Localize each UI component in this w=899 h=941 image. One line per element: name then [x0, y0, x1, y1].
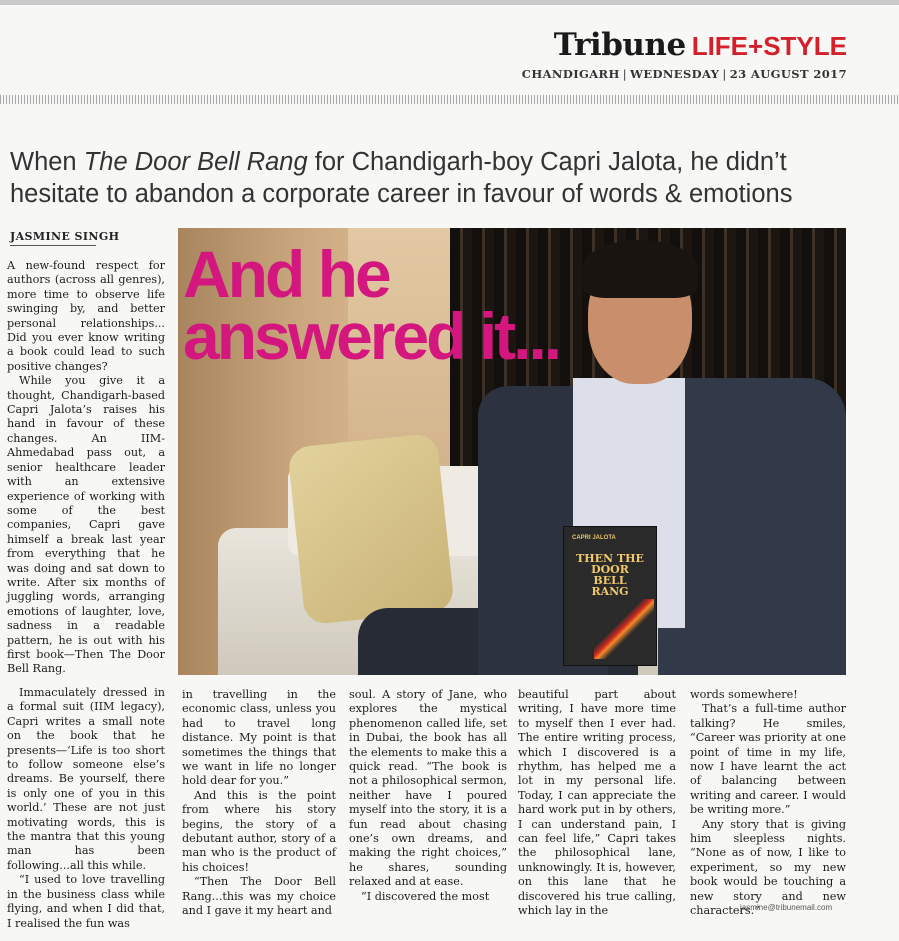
article-paragraph: in travelling in the economic class, unless you had to travel long distance. My point is that sometimes the things that we want in life no longer hold dear for you.” — [182, 688, 336, 788]
author-email: jasmine@tribunemail.com — [740, 903, 833, 912]
top-border — [0, 0, 899, 5]
article-paragraph: Any story that is giving him sleepless nights. “None as of now, I like to experiment, so my new book would be touching a new story and new characters.” — [690, 817, 846, 918]
article-paragraph: “Then The Door Bell Rang...this was my choice and I gave it my heart and — [182, 875, 336, 918]
book-title — [568, 553, 652, 597]
article-paragraph: beautiful part about writing, I have more time to myself then I ever had. The entire writing process, which I discovered is a rhythm, has helped me a lot in my personal life. Today, I can appreciate the hard work put in by others, I can understand pain, I can feel life,” Capri takes the philosophical lane, unknowingly. It is, however, on this lane that he discovered his true calling, which lay in the — [518, 688, 676, 918]
book-title-line: THEN THE — [576, 552, 644, 565]
book-title-line: BELL — [593, 574, 627, 587]
brand-main: Tribune — [553, 27, 686, 63]
article-paragraph: words somewhere! — [690, 688, 798, 701]
photo-book — [563, 526, 657, 666]
article-paragraph: And this is the point from where his story begins, the story of a debutant author, story of a man who is the product of his choices! — [182, 788, 336, 874]
article-column-1-lower — [7, 686, 165, 931]
article-column-3 — [349, 688, 507, 904]
newspaper-logo — [522, 28, 847, 63]
article-column-5 — [690, 688, 846, 919]
article-paragraph: While you give it a thought, Chandigarh-based Capri Jalota’s raises his hand in favour of these changes. An IIM-Ahmedabad pass out, a senior healthcare leader with an extensive experience of working with some of the best companies, Capri gave himself a break last year from everything that he was doing and sat down to write. After six months of juggling words, arranging emotions of laughter, love, sadness in a readable pattern, he is out with his first book—Then The Door Bell Rang. — [7, 374, 165, 676]
article-headline — [10, 146, 880, 210]
article-column-2 — [182, 688, 336, 919]
masthead-rule — [0, 95, 899, 104]
book-title-line: DOOR — [591, 563, 629, 576]
photo-person-hair — [582, 240, 698, 298]
brand-section: LIFE+STYLE — [691, 31, 847, 61]
book-cover-streak — [594, 599, 654, 659]
byline-rule — [10, 245, 96, 246]
book-title-line: RANG — [591, 585, 629, 598]
photo-cushion — [287, 433, 455, 626]
headline-part1: When — [10, 148, 84, 176]
dateline-date: 23 AUGUST 2017 — [729, 67, 847, 81]
article-column-1 — [7, 259, 165, 677]
article-column-4 — [518, 688, 676, 919]
byline-name: JASMINE SINGH — [10, 230, 120, 243]
photo-person-jacket-right — [658, 378, 846, 675]
overlay-line1: And he — [183, 237, 389, 311]
book-author: CAPRI JALOTA — [572, 535, 616, 541]
dateline-city: CHANDIGARH — [521, 67, 620, 81]
masthead — [522, 28, 847, 81]
overlay-line2: answered it... — [183, 299, 560, 373]
article-paragraph: A new-found respect for authors (across all genres), more time to observe life swinging by, and better personal relationships... Did you ever know writing a book could lead to such positive changes? — [7, 259, 165, 373]
article-paragraph: “I used to love travelling in the business class while flying, and when I did that, I realised the fun was — [7, 873, 165, 930]
dateline — [522, 67, 847, 81]
headline-part2: for Chandigarh-boy Capri Jalota, he didn’t hesitate to abandon a corporate career in favour of words & emotions — [10, 148, 793, 208]
article-paragraph: soul. A story of Jane, who explores the mystical phenomenon called life, set in Dubai, the book has all the elements to make this a quick read. “The book is not a philosophical sermon, neither have I poured myself into the story, it is a fun read about chasing one’s own dreams, and making the right choices,” he shares, sounding relaxed and at ease. — [349, 688, 507, 889]
dateline-separator: | — [622, 67, 628, 81]
photo-overlay-headline — [183, 237, 560, 373]
dateline-separator: | — [722, 67, 727, 81]
byline — [10, 230, 170, 246]
article-paragraph: That’s a full-time author talking? He smiles, “Career was priority at one point of time in my life, now I have learnt the act of balancing between writing and career. I would be writing more.” — [690, 702, 846, 817]
article-paragraph: Immaculately dressed in a formal suit (IIM legacy), Capri writes a small note on the book that he presents—‘Life is too short to follow someone else’s dreams. Be yourself, there is only one of you in this world.’ These are not just motivating words, this is the mantra that this young man has been following...all this while. — [7, 686, 165, 872]
dateline-day: WEDNESDAY — [630, 67, 720, 81]
headline-book-title: The Door Bell Rang — [83, 148, 308, 176]
article-paragraph: “I discovered the most — [361, 889, 490, 903]
